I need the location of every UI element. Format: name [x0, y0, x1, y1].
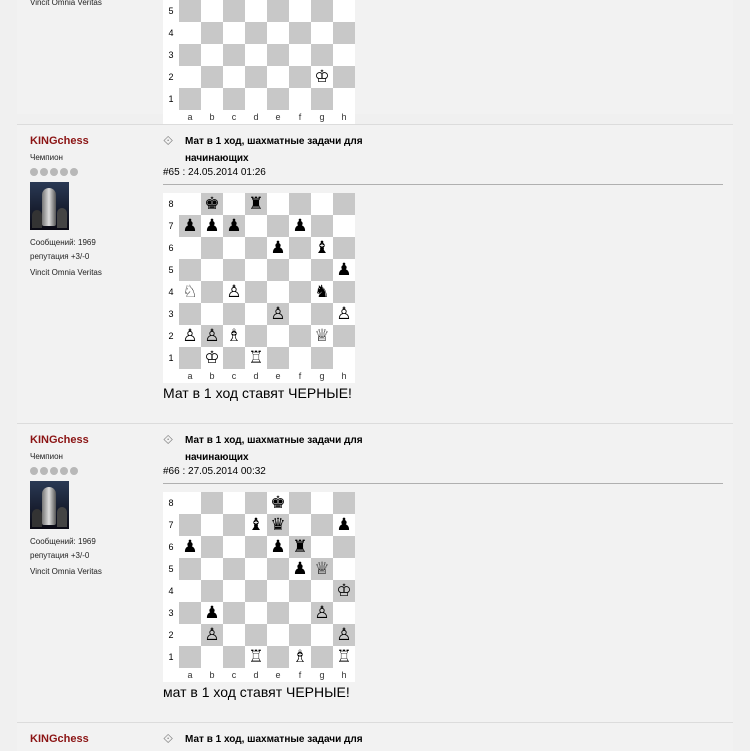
board-square — [267, 66, 289, 88]
chess-board — [163, 492, 355, 682]
board-square — [333, 536, 355, 558]
post-number-date[interactable]: #65 : 24.05.2014 01:26 — [163, 167, 266, 178]
board-square — [179, 44, 201, 66]
board-square: ♚ — [201, 193, 223, 215]
board-square: ♛ — [267, 514, 289, 536]
board-square — [289, 66, 311, 88]
board-square — [333, 492, 355, 514]
rank-label: 2 — [168, 72, 174, 82]
username-link[interactable]: KINGchess — [30, 434, 89, 446]
board-square: ♟ — [289, 558, 311, 580]
file-label: e — [275, 371, 281, 381]
file-label: b — [209, 371, 215, 381]
board-square — [179, 88, 201, 110]
board-square — [223, 646, 245, 668]
post-content — [163, 133, 723, 401]
board-square — [289, 347, 311, 369]
board-square — [179, 303, 201, 325]
board-square — [245, 237, 267, 259]
post-content — [163, 731, 723, 748]
board-square — [201, 281, 223, 303]
rank-label: 7 — [168, 520, 174, 530]
post-number-date[interactable]: #66 : 27.05.2014 00:32 — [163, 466, 266, 477]
rank-label: 7 — [168, 221, 174, 231]
username-link[interactable]: KINGchess — [30, 733, 89, 745]
board-square — [267, 22, 289, 44]
board-square — [289, 281, 311, 303]
board-square: ♔ — [333, 580, 355, 602]
rank-label: 1 — [168, 353, 174, 363]
board-square — [267, 0, 289, 22]
file-label: b — [209, 670, 215, 680]
board-square: ♟ — [201, 215, 223, 237]
chess-board — [163, 193, 355, 383]
rank-stars — [30, 467, 160, 475]
board-square — [179, 646, 201, 668]
board-square — [311, 580, 333, 602]
board-square: ♘ — [179, 281, 201, 303]
board-square — [223, 347, 245, 369]
rank-label: 8 — [168, 498, 174, 508]
board-square: ♖ — [245, 646, 267, 668]
board-square — [289, 303, 311, 325]
board-square — [179, 347, 201, 369]
file-label: g — [319, 670, 325, 680]
board-square — [289, 580, 311, 602]
board-square — [179, 624, 201, 646]
rank-label: 1 — [168, 652, 174, 662]
board-square — [201, 66, 223, 88]
board-square: ♗ — [223, 325, 245, 347]
board-square — [245, 325, 267, 347]
user-signature: Vincit Omnia Veritas — [30, 0, 102, 7]
board-square — [289, 44, 311, 66]
board-square: ♙ — [311, 602, 333, 624]
board-square — [289, 237, 311, 259]
rank-label: 5 — [168, 265, 174, 275]
board-square — [201, 646, 223, 668]
board-square: ♙ — [201, 325, 223, 347]
post-title[interactable]: Мат в 1 ход, шахматные задачи для начинающих — [185, 136, 363, 164]
board-square — [245, 44, 267, 66]
rank-label: 6 — [168, 243, 174, 253]
board-square — [179, 259, 201, 281]
board-square — [223, 558, 245, 580]
board-square — [201, 88, 223, 110]
board-square — [311, 259, 333, 281]
star-icon — [60, 467, 68, 475]
board-square — [311, 624, 333, 646]
board-square — [223, 0, 245, 22]
board-square — [179, 514, 201, 536]
board-square — [289, 0, 311, 22]
board-square — [201, 580, 223, 602]
post-title[interactable]: Мат в 1 ход, шахматные задачи для — [185, 734, 363, 745]
board-square — [245, 88, 267, 110]
board-square — [267, 580, 289, 602]
board-square — [223, 624, 245, 646]
board-square — [267, 215, 289, 237]
file-label: a — [187, 371, 193, 381]
board-square: ♙ — [333, 624, 355, 646]
avatar[interactable] — [30, 481, 69, 529]
board-square — [223, 492, 245, 514]
topic-icon: ⟐ — [163, 133, 174, 148]
board-square — [289, 88, 311, 110]
star-icon — [50, 467, 58, 475]
forum-post-partial-top — [17, 0, 733, 122]
board-square — [267, 558, 289, 580]
board-square — [223, 88, 245, 110]
star-icon — [30, 467, 38, 475]
board-square — [267, 347, 289, 369]
board-square — [267, 44, 289, 66]
board-square — [267, 325, 289, 347]
board-square: ♖ — [333, 646, 355, 668]
board-square — [179, 602, 201, 624]
board-square — [201, 303, 223, 325]
board-square — [311, 215, 333, 237]
post-sidebar — [30, 0, 160, 7]
board-square — [245, 536, 267, 558]
star-icon — [70, 168, 78, 176]
board-square — [201, 492, 223, 514]
board-square: ♕ — [311, 558, 333, 580]
board-square — [311, 193, 333, 215]
post-title[interactable]: Мат в 1 ход, шахматные задачи для начинающих — [185, 435, 363, 463]
board-square: ♔ — [311, 66, 333, 88]
board-square — [179, 580, 201, 602]
board-square — [311, 646, 333, 668]
rank-label: 8 — [168, 199, 174, 209]
board-square: ♙ — [179, 325, 201, 347]
board-square: ♜ — [245, 193, 267, 215]
board-square — [289, 514, 311, 536]
board-square — [223, 22, 245, 44]
board-square — [245, 66, 267, 88]
file-label: e — [275, 112, 281, 122]
files-spacer — [163, 369, 179, 383]
user-message-count: Сообщений: 1969 — [30, 537, 96, 546]
forum-post-66 — [17, 423, 733, 722]
rank-stars — [30, 168, 160, 176]
board-square — [311, 44, 333, 66]
board-square — [333, 22, 355, 44]
board-square — [179, 0, 201, 22]
board-square — [223, 259, 245, 281]
avatar[interactable] — [30, 182, 69, 230]
board-square — [223, 580, 245, 602]
board-square — [201, 514, 223, 536]
rank-label: 2 — [168, 331, 174, 341]
board-square: ♔ — [201, 347, 223, 369]
board-square — [179, 66, 201, 88]
board-square — [201, 536, 223, 558]
board-square: ♙ — [223, 281, 245, 303]
board-square: ♟ — [201, 602, 223, 624]
rank-label: 5 — [168, 564, 174, 574]
username-link[interactable]: KINGchess — [30, 135, 89, 147]
post-caption: мат в 1 ход ставят ЧЕРНЫЕ! — [163, 684, 350, 700]
star-icon — [70, 467, 78, 475]
topic-icon: ⟐ — [163, 731, 174, 746]
board-square — [245, 602, 267, 624]
user-reputation: репутация +3/-0 — [30, 252, 90, 261]
board-square — [245, 492, 267, 514]
board-square — [333, 215, 355, 237]
board-square: ♟ — [333, 259, 355, 281]
board-square — [201, 237, 223, 259]
board-square — [223, 303, 245, 325]
board-square — [179, 558, 201, 580]
file-label: d — [253, 371, 259, 381]
rank-label: 3 — [168, 50, 174, 60]
board-square — [289, 624, 311, 646]
board-square — [245, 580, 267, 602]
board-square: ♟ — [333, 514, 355, 536]
star-icon — [30, 168, 38, 176]
file-label: d — [253, 112, 259, 122]
board-square — [201, 22, 223, 44]
board-square — [311, 88, 333, 110]
board-square: ♞ — [311, 281, 333, 303]
board-square: ♟ — [179, 536, 201, 558]
file-label: h — [341, 371, 347, 381]
forum-post-partial-bottom — [17, 722, 733, 751]
post-caption: Мат в 1 ход ставят ЧЕРНЫЕ! — [163, 385, 352, 401]
board-square — [311, 0, 333, 22]
board-square: ♟ — [223, 215, 245, 237]
board-square: ♗ — [289, 646, 311, 668]
board-square — [223, 193, 245, 215]
rank-label: 4 — [168, 586, 174, 596]
board-square — [201, 259, 223, 281]
board-square — [179, 237, 201, 259]
rank-label: 3 — [168, 309, 174, 319]
board-square: ♖ — [245, 347, 267, 369]
user-rank: Чемпион — [30, 452, 63, 461]
rank-label: 4 — [168, 28, 174, 38]
board-square — [289, 259, 311, 281]
rank-label: 3 — [168, 608, 174, 618]
board-square — [333, 237, 355, 259]
board-square — [333, 88, 355, 110]
board-square — [267, 602, 289, 624]
board-square — [223, 66, 245, 88]
post-sidebar — [30, 733, 160, 745]
board-square — [267, 646, 289, 668]
file-label: c — [231, 371, 237, 381]
board-square — [311, 347, 333, 369]
board-square — [245, 0, 267, 22]
file-label: h — [341, 112, 347, 122]
board-square — [223, 44, 245, 66]
user-reputation: репутация +3/-0 — [30, 551, 90, 560]
rank-label: 1 — [168, 94, 174, 104]
board-square — [245, 558, 267, 580]
board-square — [333, 44, 355, 66]
board-square — [333, 602, 355, 624]
post-content — [163, 432, 723, 700]
post-sidebar — [30, 135, 160, 277]
divider — [163, 483, 723, 484]
file-label: b — [209, 112, 215, 122]
star-icon — [40, 467, 48, 475]
board-square — [289, 492, 311, 514]
file-label: e — [275, 670, 281, 680]
board-square: ♕ — [311, 325, 333, 347]
board-square — [289, 22, 311, 44]
board-square — [223, 536, 245, 558]
board-square: ♝ — [245, 514, 267, 536]
board-square: ♟ — [267, 237, 289, 259]
board-square — [333, 281, 355, 303]
board-square — [333, 558, 355, 580]
board-square — [333, 193, 355, 215]
board-square — [201, 44, 223, 66]
board-square — [245, 22, 267, 44]
board-square — [201, 558, 223, 580]
board-square — [179, 22, 201, 44]
board-square: ♚ — [267, 492, 289, 514]
board-square — [311, 22, 333, 44]
board-square — [267, 88, 289, 110]
board-square — [333, 66, 355, 88]
rank-label: 2 — [168, 630, 174, 640]
post-content — [163, 0, 723, 124]
board-square: ♙ — [201, 624, 223, 646]
board-square — [289, 193, 311, 215]
board-square — [245, 624, 267, 646]
files-spacer — [163, 110, 179, 124]
board-square — [267, 624, 289, 646]
file-label: c — [231, 670, 237, 680]
board-square — [201, 0, 223, 22]
file-label: a — [187, 112, 193, 122]
rank-label: 5 — [168, 6, 174, 16]
board-square: ♟ — [179, 215, 201, 237]
board-square — [245, 259, 267, 281]
topic-icon: ⟐ — [163, 432, 174, 447]
rank-label: 4 — [168, 287, 174, 297]
forum-post-65 — [17, 124, 733, 423]
board-square — [333, 325, 355, 347]
file-label: a — [187, 670, 193, 680]
board-square — [179, 193, 201, 215]
user-signature: Vincit Omnia Veritas — [30, 567, 102, 576]
file-label: d — [253, 670, 259, 680]
board-square: ♜ — [289, 536, 311, 558]
file-label: f — [298, 670, 302, 680]
board-square — [311, 514, 333, 536]
rank-label: 6 — [168, 542, 174, 552]
file-label: g — [319, 371, 325, 381]
board-square — [267, 259, 289, 281]
board-square: ♙ — [333, 303, 355, 325]
file-label: f — [298, 371, 302, 381]
board-square — [267, 193, 289, 215]
file-label: g — [319, 112, 325, 122]
board-square: ♟ — [289, 215, 311, 237]
files-spacer — [163, 668, 179, 682]
user-signature: Vincit Omnia Veritas — [30, 268, 102, 277]
star-icon — [40, 168, 48, 176]
board-square: ♟ — [267, 536, 289, 558]
star-icon — [60, 168, 68, 176]
chess-board — [163, 0, 355, 124]
file-label: h — [341, 670, 347, 680]
board-square — [223, 514, 245, 536]
board-square — [333, 347, 355, 369]
divider — [163, 184, 723, 185]
board-square — [245, 215, 267, 237]
file-label: c — [231, 112, 237, 122]
board-square — [311, 303, 333, 325]
user-rank: Чемпион — [30, 153, 63, 162]
board-square — [245, 281, 267, 303]
board-square — [311, 492, 333, 514]
board-square — [267, 281, 289, 303]
post-sidebar — [30, 434, 160, 576]
board-square: ♝ — [311, 237, 333, 259]
board-square — [333, 0, 355, 22]
user-message-count: Сообщений: 1969 — [30, 238, 96, 247]
board-square — [245, 303, 267, 325]
star-icon — [50, 168, 58, 176]
file-label: f — [298, 112, 302, 122]
board-square — [223, 237, 245, 259]
board-square — [289, 325, 311, 347]
board-square: ♙ — [267, 303, 289, 325]
board-square — [289, 602, 311, 624]
board-square — [179, 492, 201, 514]
board-square — [311, 536, 333, 558]
board-square — [223, 602, 245, 624]
